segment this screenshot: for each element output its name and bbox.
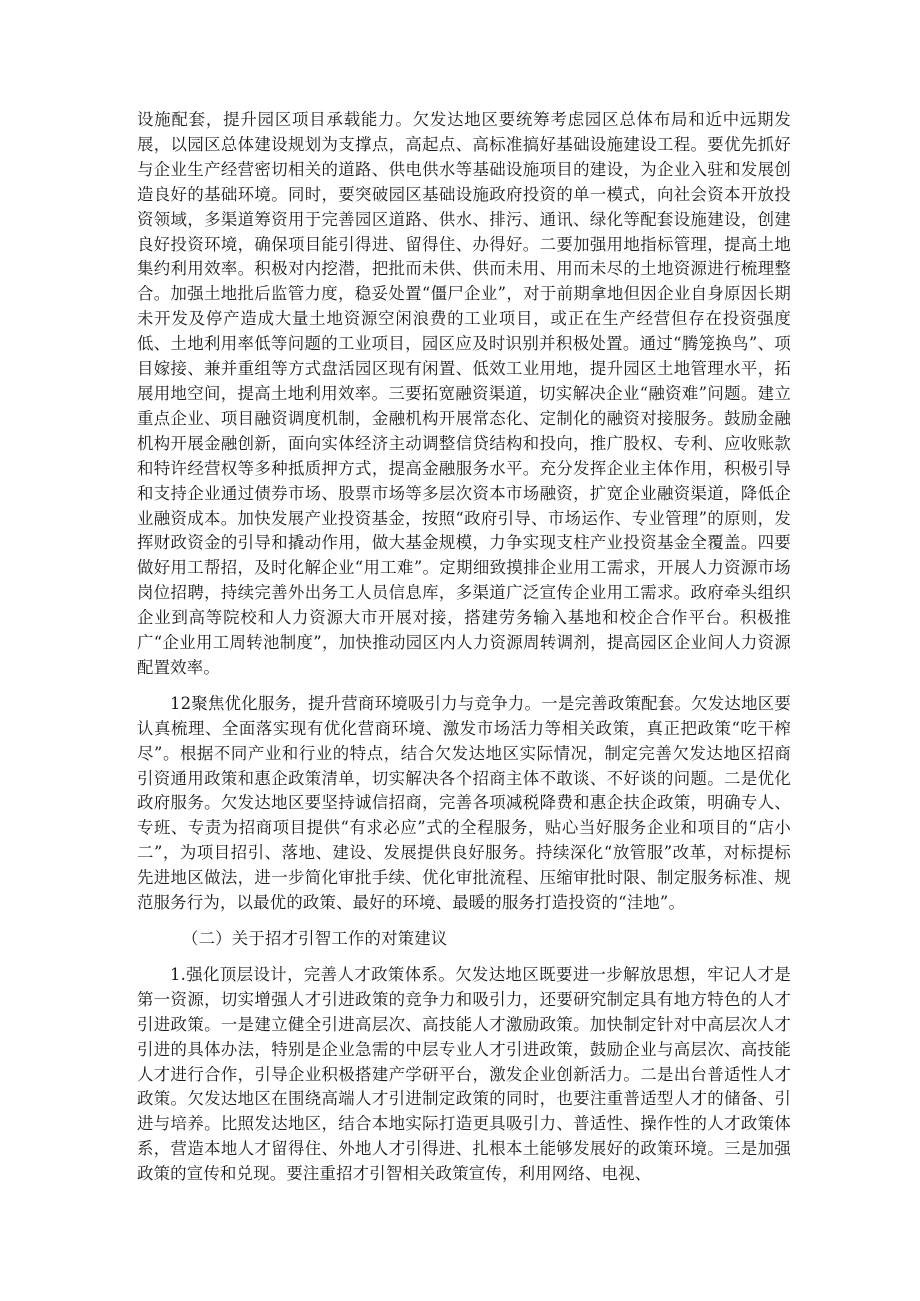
paragraph-service-optimization: 12聚焦优化服务，提升营商环境吸引力与竞争力。一是完善政策配套。欠发达地区要认真梳理、全面落实现有优化营商环境、激发市场活力等相关政策，真正把政策“吃干榨尽”。根据不同产业和行业的特点，结合欠发达地区实际情况，制定完善欠发达地区招商引资通用政策和惠企政策清单，切实解决各个招商主体不敢谈、不好谈的问题。二是优化政府服务。欠发达地区要坚持诚信招商，完善各项减税降费和惠企扶企政策，明确专人、专班、专责为招商项目提供“有求必应”式的全程服务，贴心当好服务企业和项目的“店小二”，为项目招引、落地、建设、发展提供良好服务。持续深化“放管服”改革，对标提标先进地区做法，进一步简化审批手续、优化审批流程、压缩审批时限、制定服务标准、规范服务行为，以最优的政策、最好的环境、最暖的服务打造投资的“洼地”。: [137, 693, 791, 913]
paragraph-infrastructure: 设施配套，提升园区项目承载能力。欠发达地区要统筹考虑园区总体布局和近中远期发展，以园区总体建设规划为支撑点，高起点、高标准搞好基础设施建设工程。要优先抓好与企业生产经营密切相关的道路、供电供水等基础设施项目的建设，为企业入驻和发展创造良好的基础环境。同时，要突破园区基础设施政府投资的单一模式，向社会资本开放投资领域，多渠道筹资用于完善园区道路、供水、排污、通讯、绿化等配套设施建设，创建良好投资环境，确保项目能引得进、留得住、办得好。二要加强用地指标管理，提高土地集约利用效率。积极对内挖潜，把批而未供、供而未用、用而未尽的土地资源进行梳理整合。加强土地批后监管力度，稳妥处置“僵尸企业”，对于前期拿地但因企业自身原因长期未开发及停产造成大量土地资源空闲浪费的工业项目，或正在生产经营但存在投资强度低、土地利用率低等问题的工业项目，园区应及时识别并积极处置。通过“腾笼换鸟”、项目嫁接、兼并重组等方式盘活园区现有闲置、低效工业用地，提升园区土地管理水平，拓展用地空间，提高土地利用效率。三要拓宽融资渠道，切实解决企业“融资难”问题。建立重点企业、项目融资调度机制，金融机构开展常态化、定制化的融资对接服务。鼓励金融机构开展金融创新，面向实体经济主动调整信贷结构和投向，推广股权、专利、应收账款和特许经营权等多种抵质押方式，提高金融服务水平。充分发挥企业主体作用，积极引导和支持企业通过债券市场、股票市场等多层次资本市场融资，扩宽企业融资渠道，降低企业融资成本。加快发展产业投资基金，按照“政府引导、市场运作、专业管理”的原则，发挥财政资金的引导和撬动作用，做大基金规模，力争实现支柱产业投资基金全覆盖。四要做好用工帮招，及时化解企业“用工难”。定期细致摸排企业用工需求，开展人力资源市场岗位招聘，持续完善外出务工人员信息库，多渠道广泛宣传企业用工需求。政府牵头组织企业到高等院校和人力资源大市开展对接，搭建劳务输入基地和校企合作平台。积极推广“企业用工周转池制度”，加快推动园区内人力资源周转调剂，提高园区企业间人力资源配置效率。: [137, 110, 791, 677]
document-page: [137, 108, 791, 1187]
section-heading: （二）关于招才引智工作的对策建议: [182, 929, 448, 948]
paragraph-talent-policy: 1.强化顶层设计，完善人才政策体系。欠发达地区既要进一步解放思想，牢记人才是第一资源，切实增强人才引进政策的竞争力和吸引力，还要研究制定具有地方特色的人才引进政策。一是建立健全引进高层次、高技能人才激励政策。加快制定针对中高层次人才引进的具体办法，特别是企业急需的中层专业人才引进政策，鼓励企业与高层次、高技能人才进行合作，引导企业积极搭建产学研平台，激发企业创新活力。二是出台普适性人才政策。欠发达地区在围绕高端人才引进制定政策的同时，也要注重普适型人才的储备、引进与培养。比照发达地区，结合本地实际打造更具吸引力、普适性、操作性的人才政策体系，营造本地人才留得住、外地人才引得进、扎根本土能够发展好的政策环境。三是加强政策的宣传和兑现。要注重招才引智相关政策宣传，利用网络、电视、: [137, 964, 791, 1184]
